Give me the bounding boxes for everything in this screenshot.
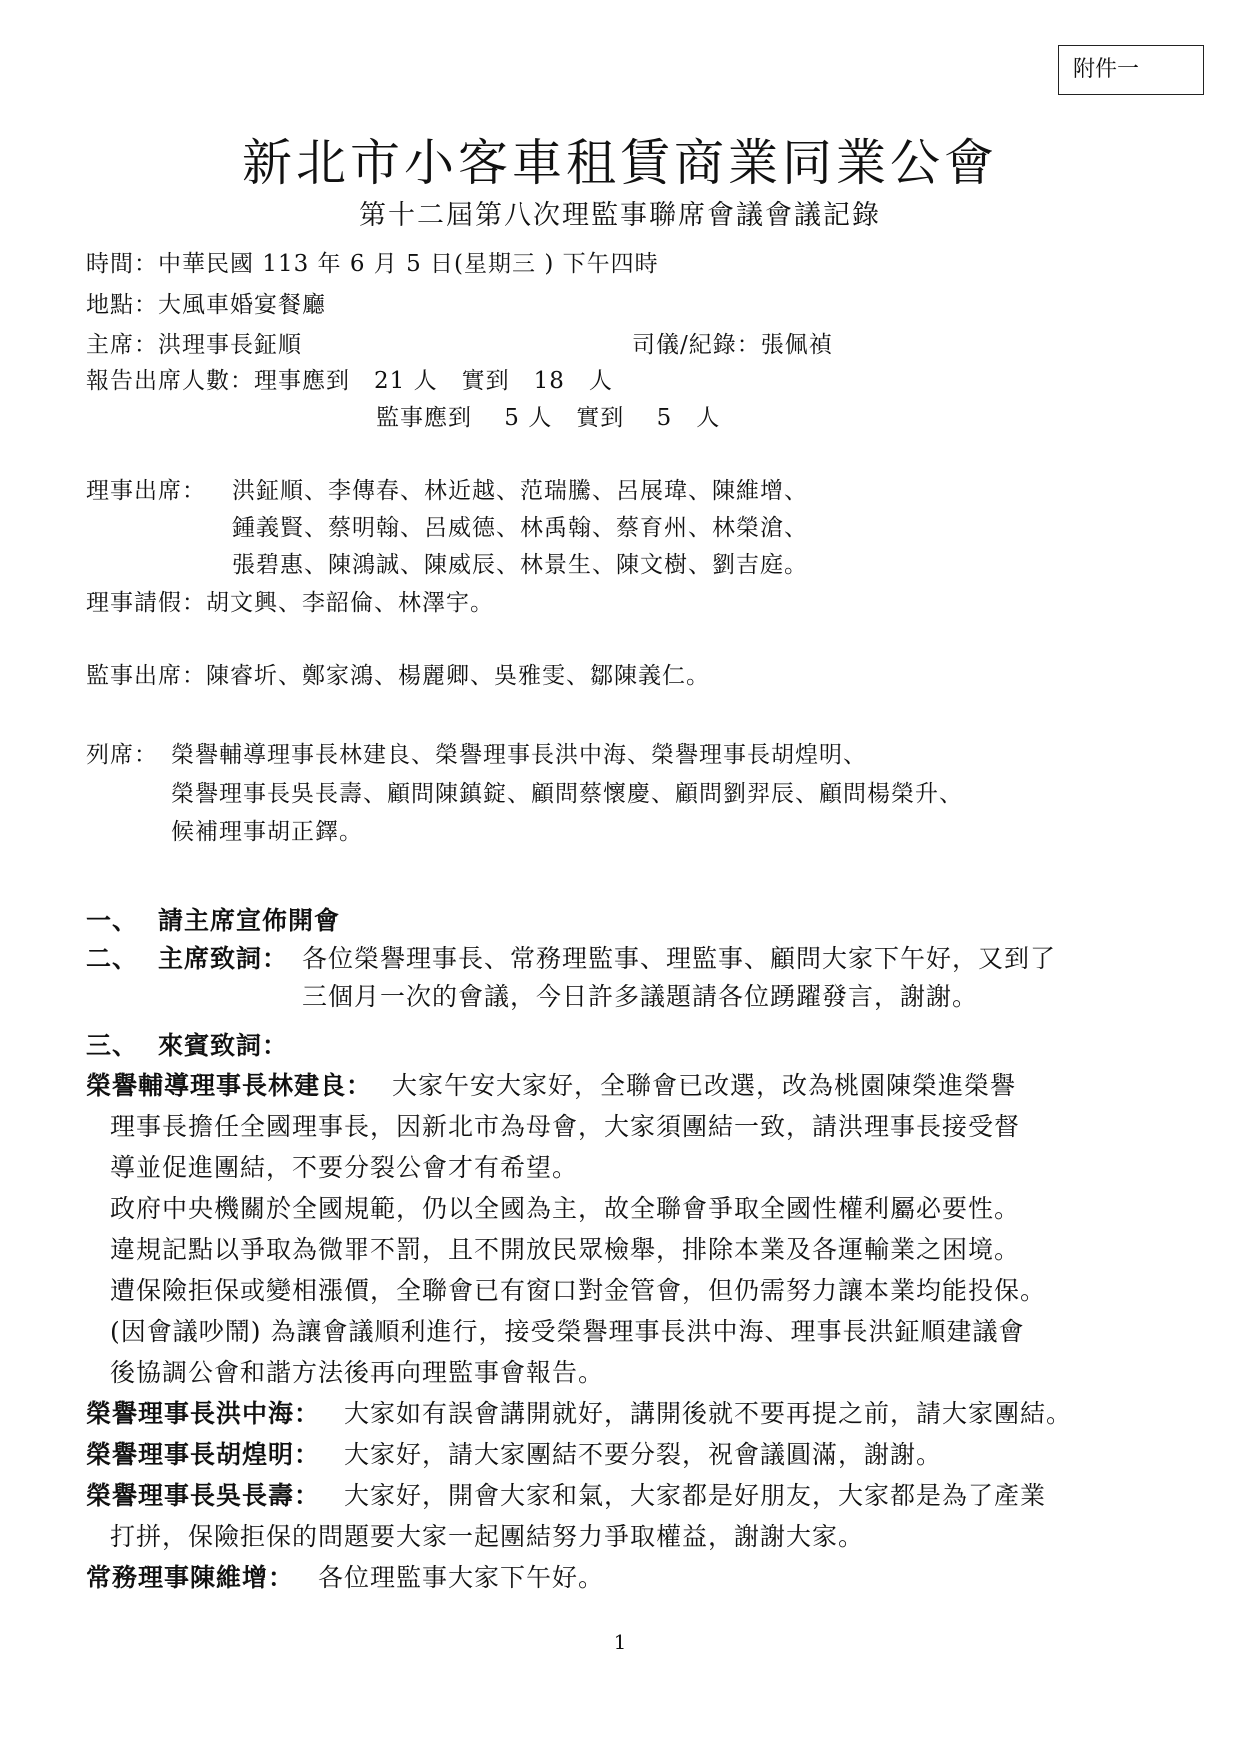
attendees-label: 列席： bbox=[86, 742, 158, 768]
speech-4-speaker: 榮譽理事長吳長壽： bbox=[86, 1481, 321, 1510]
speech-3-text: 大家好，請大家團結不要分裂，祝會議圓滿，謝謝。 bbox=[344, 1440, 943, 1469]
meeting-place: 地點：大風車婚宴餐廳 bbox=[86, 292, 326, 318]
speech-4-text: 打拼，保險拒保的問題要大家一起團結努力爭取權益，謝謝大家。 bbox=[110, 1522, 865, 1551]
directors-present-line: 鍾義賢、蔡明翰、呂威德、林禹翰、蔡育州、林榮滄、 bbox=[232, 515, 808, 541]
speech-1-speaker: 榮譽輔導理事長林建良： bbox=[86, 1071, 373, 1100]
agenda-item-1-title: 請主席宣佈開會 bbox=[158, 906, 341, 935]
agenda-item-2-number: 二、 bbox=[86, 944, 139, 973]
agenda-item-2-text: 三個月一次的會議，今日許多議題請各位踴躍發言，謝謝。 bbox=[302, 982, 979, 1011]
directors-present-line: 張碧惠、陳鴻誠、陳威辰、林景生、陳文樹、劉吉庭。 bbox=[232, 552, 808, 578]
agenda-item-2-text: 各位榮譽理事長、常務理監事、理監事、顧問大家下午好，又到了 bbox=[302, 944, 1057, 973]
speech-1-line: 大家午安大家好，全聯會已改選，改為桃園陳榮進榮譽 bbox=[392, 1071, 1017, 1100]
page-number: 1 bbox=[613, 1630, 627, 1654]
attendees-line: 榮譽理事長吳長壽、顧問陳鎮錠、顧問蔡懷慶、顧問劉羿辰、顧問楊榮升、 bbox=[171, 781, 963, 807]
meeting-time: 時間：中華民國 113 年 6 月 5 日(星期三 ) 下午四時 bbox=[86, 251, 659, 277]
agenda-item-3-title: 來賓致詞： bbox=[158, 1031, 289, 1060]
speech-3-speaker: 榮譽理事長胡煌明： bbox=[86, 1440, 321, 1469]
agenda-item-2-title: 主席致詞： bbox=[158, 944, 289, 973]
directors-leave: 理事請假：胡文興、李韶倫、林澤宇。 bbox=[86, 590, 494, 616]
speech-1-line: 後協調公會和諧方法後再向理監事會報告。 bbox=[110, 1358, 605, 1387]
meeting-chair: 主席：洪理事長鉦順 bbox=[86, 332, 302, 358]
meeting-recorder: 司儀/紀錄：張佩禎 bbox=[632, 332, 833, 358]
directors-present-line: 洪鉦順、李傳春、林近越、范瑞騰、呂展瑋、陳維增、 bbox=[232, 478, 808, 504]
speech-1-line: 導並促進團結，不要分裂公會才有希望。 bbox=[110, 1153, 579, 1182]
attendees-line: 榮譽輔導理事長林建良、榮譽理事長洪中海、榮譽理事長胡煌明、 bbox=[171, 742, 867, 768]
speech-4-text: 大家好，開會大家和氣，大家都是好朋友，大家都是為了產業 bbox=[344, 1481, 1047, 1510]
attendance-supervisors: 監事應到 5 人 實到 5 人 bbox=[376, 405, 721, 431]
speech-1-line: 違規記點以爭取為微罪不罰，且不開放民眾檢舉，排除本業及各運輸業之困境。 bbox=[110, 1235, 1021, 1264]
speech-1-line: 理事長擔任全國理事長，因新北市為母會，大家須團結一致，請洪理事長接受督 bbox=[110, 1112, 1021, 1141]
speech-1-line: 政府中央機關於全國規範，仍以全國為主，故全聯會爭取全國性權利屬必要性。 bbox=[110, 1194, 1021, 1223]
agenda-item-1-number: 一、 bbox=[86, 906, 139, 935]
speech-1-line: (因會議吵鬧) 為讓會議順利進行，接受榮譽理事長洪中海、理事長洪鉦順建議會 bbox=[110, 1317, 1025, 1346]
attendees-line: 候補理事胡正鐸。 bbox=[171, 819, 363, 845]
speech-5-text: 各位理監事大家下午好。 bbox=[318, 1563, 605, 1592]
attendance-directors: 報告出席人數：理事應到 21 人 實到 18 人 bbox=[86, 368, 613, 394]
speech-2-text: 大家如有誤會講開就好，講開後就不要再提之前，請大家團結。 bbox=[344, 1399, 1073, 1428]
supervisors-present: 監事出席：陳睿圻、鄭家鴻、楊麗卿、吳雅雯、鄒陳義仁。 bbox=[86, 663, 710, 689]
directors-present-label: 理事出席： bbox=[86, 478, 206, 504]
agenda-item-3-number: 三、 bbox=[86, 1031, 139, 1060]
annex-label: 附件一 bbox=[1058, 45, 1204, 95]
speech-2-speaker: 榮譽理事長洪中海： bbox=[86, 1399, 321, 1428]
document-title: 新北市小客車租賃商業同業公會 bbox=[242, 134, 998, 192]
document-subtitle: 第十二屆第八次理監事聯席會議會議記錄 bbox=[359, 200, 881, 231]
speech-5-speaker: 常務理事陳維增： bbox=[86, 1563, 295, 1592]
speech-1-line: 遭保險拒保或變相漲價，全聯會已有窗口對金管會，但仍需努力讓本業均能投保。 bbox=[110, 1276, 1047, 1305]
